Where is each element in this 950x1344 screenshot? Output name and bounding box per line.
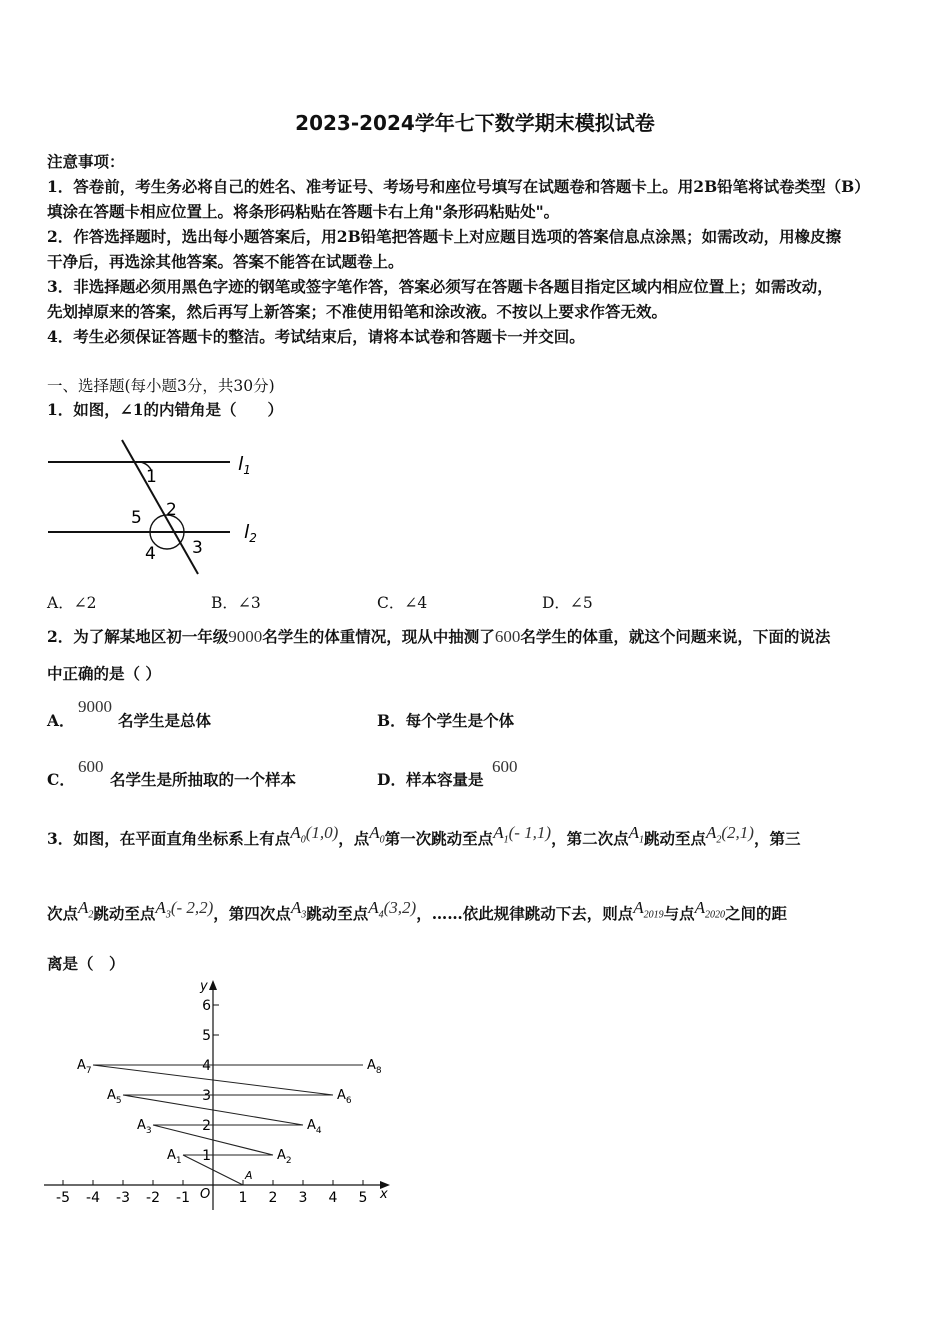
- x-tick-label: -5: [56, 1190, 70, 1206]
- x-axis-label: x: [380, 1187, 388, 1202]
- x-tick-label: 2: [268, 1190, 278, 1206]
- x-tick-label: 4: [328, 1190, 338, 1206]
- q2-option-c-label: C．: [47, 770, 75, 789]
- y-tick-label: 6: [202, 998, 211, 1014]
- y-tick-label: 5: [202, 1028, 211, 1044]
- q1-option-c: C．∠4: [377, 594, 428, 612]
- q2-option-b: B．每个学生是个体: [377, 711, 515, 730]
- transversal: [122, 440, 198, 574]
- notice-line: 先划掉原来的答案，然后再写上新答案；不准使用铅笔和涂改液。不按以上要求作答无效。: [47, 302, 668, 321]
- y-tick-label: 3: [202, 1088, 211, 1104]
- y-tick-label: 1: [202, 1148, 211, 1164]
- y-axis-label: y: [200, 979, 208, 994]
- q2-option-d-text: D．样本容量是: [377, 770, 484, 789]
- section-heading: 一、选择题(每小题3分，共30分): [47, 377, 275, 395]
- point-label: $A_5$: [107, 1088, 122, 1106]
- notice-line: 填涂在答题卡相应位置上。将条形码粘贴在答题卡右上角"条形码粘贴处"。: [47, 202, 560, 221]
- x-tick-label: -1: [176, 1190, 190, 1206]
- point-label: $A_3$: [137, 1118, 152, 1136]
- x-tick-label: 3: [298, 1190, 308, 1206]
- angle-label-1: 1: [146, 467, 157, 487]
- x-tick-label: -2: [146, 1190, 160, 1206]
- y-axis-arrow: [209, 980, 217, 990]
- notice-line: 2．作答选择题时，选出每小题答案后，用2B铅笔把答题卡上对应题目选项的答案信息点涂黑；如需改动，用橡皮擦: [47, 227, 842, 246]
- coordinate-graph: [40, 978, 400, 1214]
- question-2-line1: 2．为了解某地区初一年级9000名学生的体重情况，现从中抽测了600名学生的体重，就这个问题来说，下面的说法: [47, 627, 831, 646]
- q2-option-c-num: 600: [78, 757, 104, 776]
- q1-option-d: D．∠5: [542, 594, 593, 612]
- q2-option-c-text: 名学生是所抽取的一个样本: [110, 770, 297, 789]
- x-tick-label: 5: [358, 1190, 368, 1206]
- question-3-line2: 次点$A_2$跳动至点$A_3(-$ 2,2)，第四次点$A_3$跳动至点$A_4(3,2)$，……依此规律跳动下去，则点$A_{2019}$与点$A_{2020}$之间的距: [47, 898, 788, 923]
- notice-line: 干净后，再选涂其他答案。答案不能答在试题卷上。: [47, 252, 404, 271]
- origin-label: O: [200, 1187, 211, 1202]
- question-1-figure: [40, 432, 280, 582]
- line-label-l1: $l_1$: [238, 453, 251, 477]
- line-label-l2: $l_2$: [244, 521, 257, 545]
- x-tick-label: 1: [238, 1190, 248, 1206]
- point-label: $A_7$: [77, 1058, 92, 1076]
- point-label: $A_4$: [307, 1118, 322, 1136]
- page-title: 2023-2024学年七下数学期末模拟试卷: [295, 111, 655, 135]
- x-tick-label: -4: [86, 1190, 100, 1206]
- q1-option-b: B．∠3: [211, 594, 261, 612]
- x-tick-label: -3: [116, 1190, 130, 1206]
- question-3-line1: 3．如图，在平面直角坐标系上有点$A_0(1,0)$，点$A_0$第一次跳动至点$A_1(-$ 1,1)，第二次点$A_1$跳动至点$A_2(2,1)$，第三: [47, 823, 801, 848]
- angle-label-5: 5: [131, 508, 142, 528]
- q2-option-a-num: 9000: [78, 697, 112, 716]
- point-label: $A_2$: [277, 1148, 292, 1166]
- y-tick-label: 4: [202, 1058, 211, 1074]
- notice-line: 3．非选择题必须用黑色字迹的钢笔或签字笔作答，答案必须写在答题卡各题目指定区域内相应位置上；如需改动，: [47, 277, 833, 296]
- y-tick-label: 2: [202, 1118, 211, 1134]
- angle-label-3: 3: [192, 538, 203, 558]
- q2-option-a-label: A．: [47, 711, 75, 730]
- angle-label-2: 2: [166, 500, 177, 520]
- question-3-line3: 离是（ ）: [47, 954, 125, 973]
- q2-option-a-text: 名学生是总体: [118, 711, 212, 730]
- point-label: $A_1$: [167, 1148, 182, 1166]
- question-1-stem: 1．如图，∠1的内错角是（ ）: [47, 400, 284, 419]
- notice-heading: 注意事项：: [47, 152, 125, 171]
- question-2-line2: 中正确的是（ ）: [47, 664, 161, 683]
- notice-line: 1．答卷前，考生务必将自己的姓名、准考证号、考场号和座位号填写在试题卷和答题卡上。用2B铅笔将试卷类型（B）: [47, 177, 870, 196]
- point-label: $A_8$: [367, 1058, 382, 1076]
- q2-option-d-num: 600: [492, 757, 518, 776]
- q1-option-a: A．∠2: [47, 594, 97, 612]
- point-a-label: A: [245, 1169, 253, 1182]
- notice-line: 4．考生必须保证答题卡的整洁。考试结束后，请将本试卷和答题卡一并交回。: [47, 327, 585, 346]
- angle-label-4: 4: [145, 544, 156, 564]
- point-label: $A_6$: [337, 1088, 352, 1106]
